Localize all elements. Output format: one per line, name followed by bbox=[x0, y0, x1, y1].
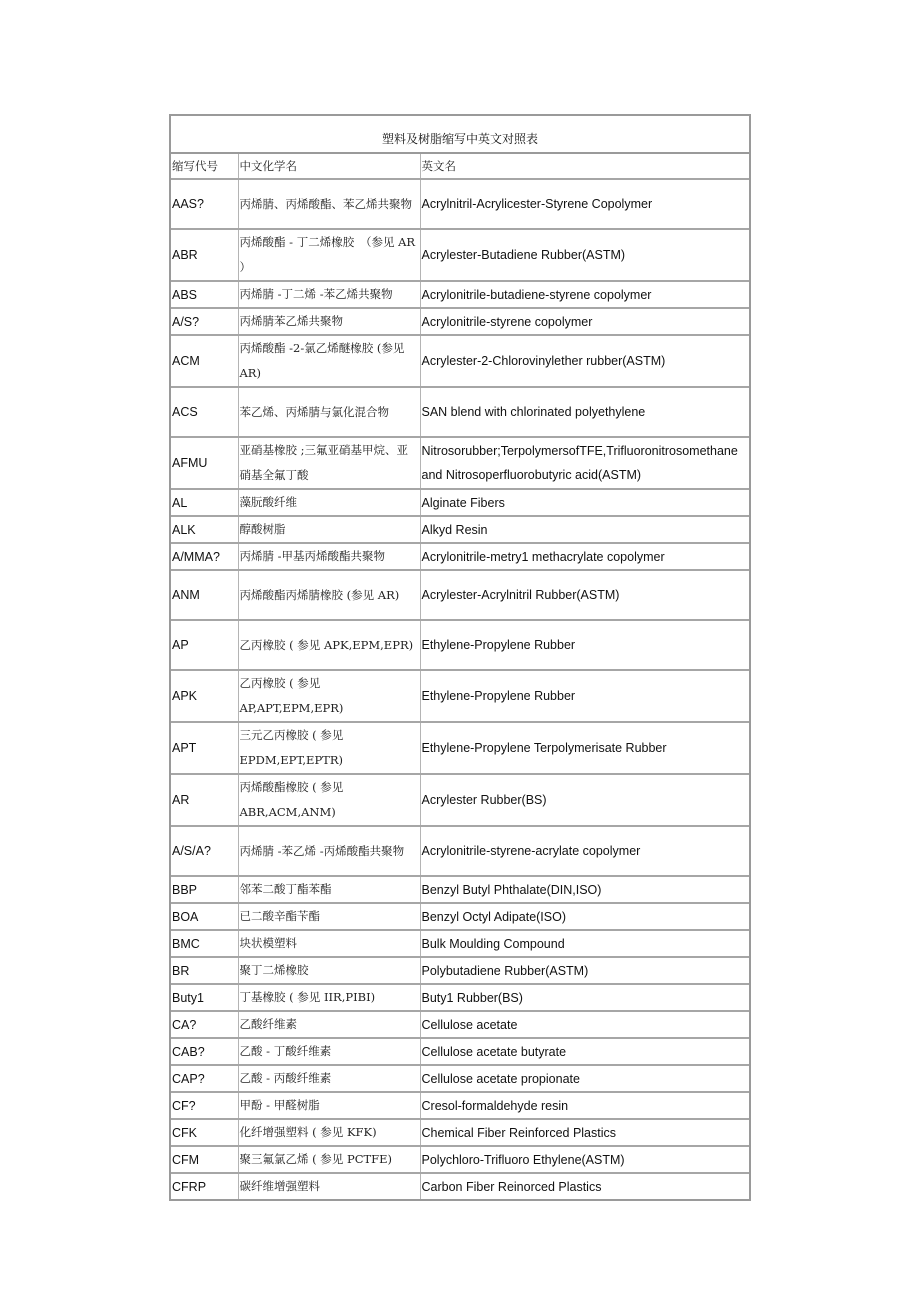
header-chinese-name: 中文化学名 bbox=[238, 154, 420, 179]
chinese-name-cell: 丙烯酸酯橡胶 ( 参见 ABR,ACM,ANM) bbox=[238, 774, 420, 826]
table-row bbox=[171, 281, 749, 308]
chinese-name-cell: 碳纤维增强塑料 bbox=[238, 1173, 420, 1199]
table-row bbox=[171, 1011, 749, 1038]
english-name-cell: Polybutadiene Rubber(ASTM) bbox=[420, 957, 749, 984]
english-name-cell: Acrylonitrile-styrene copolymer bbox=[420, 308, 749, 335]
chinese-name-cell: 聚三氟氯乙烯 ( 参见 PCTFE) bbox=[238, 1146, 420, 1173]
table-row bbox=[171, 308, 749, 335]
english-name-cell: Chemical Fiber Reinforced Plastics bbox=[420, 1119, 749, 1146]
english-name-cell: Acrylester Rubber(BS) bbox=[420, 774, 749, 826]
table-row bbox=[171, 620, 749, 670]
chinese-name-cell: 甲酚 - 甲醛树脂 bbox=[238, 1092, 420, 1119]
abbr-cell: AR bbox=[171, 774, 238, 826]
english-name-cell: Acrylester-Butadiene Rubber(ASTM) bbox=[420, 229, 749, 281]
chinese-name-cell: 丙烯腈苯乙烯共聚物 bbox=[238, 308, 420, 335]
english-name-cell: Acrylonitrile-styrene-acrylate copolymer bbox=[420, 826, 749, 876]
abbr-cell: CAP? bbox=[171, 1065, 238, 1092]
table-row bbox=[171, 1038, 749, 1065]
chinese-name-cell: 乙丙橡胶 ( 参见 APK,EPM,EPR) bbox=[238, 620, 420, 670]
table-row bbox=[171, 903, 749, 930]
abbr-cell: APK bbox=[171, 670, 238, 722]
english-name-cell: Ethylene-Propylene Rubber bbox=[420, 670, 749, 722]
table-row bbox=[171, 826, 749, 876]
table-row bbox=[171, 774, 749, 826]
english-name-cell: Cellulose acetate bbox=[420, 1011, 749, 1038]
abbr-cell: AP bbox=[171, 620, 238, 670]
chinese-name-cell: 苯乙烯、丙烯腈与氯化混合物 bbox=[238, 387, 420, 437]
english-name-cell: SAN blend with chlorinated polyethylene bbox=[420, 387, 749, 437]
abbr-cell: APT bbox=[171, 722, 238, 774]
chinese-name-cell: 丙烯腈 -苯乙烯 -丙烯酸酯共聚物 bbox=[238, 826, 420, 876]
table-row bbox=[171, 489, 749, 516]
chinese-name-cell: 丙烯酸酯 - 丁二烯橡胶 （参见 AR ） bbox=[238, 229, 420, 281]
abbr-cell: Buty1 bbox=[171, 984, 238, 1011]
table-row bbox=[171, 570, 749, 620]
abbr-cell: ABS bbox=[171, 281, 238, 308]
abbr-cell: CAB? bbox=[171, 1038, 238, 1065]
abbr-cell: CF? bbox=[171, 1092, 238, 1119]
chinese-name-cell: 藻朊酸纤维 bbox=[238, 489, 420, 516]
abbr-cell: ACS bbox=[171, 387, 238, 437]
table-row bbox=[171, 876, 749, 903]
chinese-name-cell: 丙烯腈、丙烯酸酯、苯乙烯共聚物 bbox=[238, 179, 420, 229]
table-row bbox=[171, 387, 749, 437]
english-name-cell: Ethylene-Propylene Rubber bbox=[420, 620, 749, 670]
abbreviation-document bbox=[169, 114, 751, 1201]
document-title: 塑料及树脂缩写中英文对照表 bbox=[171, 116, 749, 154]
chinese-name-cell: 乙丙橡胶 ( 参见 AP,APT,EPM,EPR) bbox=[238, 670, 420, 722]
english-name-cell: Acrylonitrile-metry1 methacrylate copolymer bbox=[420, 543, 749, 570]
abbr-cell: A/S? bbox=[171, 308, 238, 335]
chinese-name-cell: 丙烯腈 -甲基丙烯酸酯共聚物 bbox=[238, 543, 420, 570]
abbr-cell: AAS? bbox=[171, 179, 238, 229]
english-name-cell: Buty1 Rubber(BS) bbox=[420, 984, 749, 1011]
chinese-name-cell: 丙烯酸酯 -2-氯乙烯醚橡胶 (参见 AR) bbox=[238, 335, 420, 387]
chinese-name-cell: 丁基橡胶 ( 参见 IIR,PIBI) bbox=[238, 984, 420, 1011]
english-name-cell: Benzyl Octyl Adipate(ISO) bbox=[420, 903, 749, 930]
table-row bbox=[171, 957, 749, 984]
english-name-cell: Carbon Fiber Reinorced Plastics bbox=[420, 1173, 749, 1199]
table-header-row bbox=[171, 154, 749, 179]
abbreviation-table bbox=[171, 154, 749, 1199]
table-row bbox=[171, 984, 749, 1011]
english-name-cell: Cresol-formaldehyde resin bbox=[420, 1092, 749, 1119]
abbr-cell: ABR bbox=[171, 229, 238, 281]
chinese-name-cell: 亚硝基橡胶 ;三氟亚硝基甲烷、亚硝基全氟丁酸 bbox=[238, 437, 420, 489]
table-row bbox=[171, 722, 749, 774]
abbr-cell: CFRP bbox=[172, 1179, 207, 1194]
english-name-cell: Acrylonitrile-butadiene-styrene copolymer bbox=[420, 281, 749, 308]
chinese-name-cell: 三元乙丙橡胶 ( 参见 EPDM,EPT,EPTR) bbox=[238, 722, 420, 774]
table-row bbox=[171, 229, 749, 281]
chinese-name-cell: 邻苯二酸丁酯苯酯 bbox=[238, 876, 420, 903]
table-row bbox=[171, 1092, 749, 1119]
english-name-cell: Ethylene-Propylene Terpolymerisate Rubber bbox=[420, 722, 749, 774]
table-row bbox=[171, 1146, 749, 1173]
english-name-cell: Bulk Moulding Compound bbox=[420, 930, 749, 957]
header-english-name: 英文名 bbox=[420, 154, 749, 179]
abbr-cell: BOA bbox=[171, 903, 238, 930]
english-name-cell: Cellulose acetate propionate bbox=[420, 1065, 749, 1092]
chinese-name-cell: 丙烯酸酯丙烯腈橡胶 (参见 AR) bbox=[238, 570, 420, 620]
table-row bbox=[171, 1065, 749, 1092]
abbr-cell: BMC bbox=[171, 930, 238, 957]
english-name-cell: Acrylester-2-Chlorovinylether rubber(ASTM) bbox=[420, 335, 749, 387]
english-name-cell: Alginate Fibers bbox=[420, 489, 749, 516]
table-row bbox=[171, 1119, 749, 1146]
header-abbr: 缩写代号 bbox=[171, 154, 238, 179]
english-name-cell: Alkyd Resin bbox=[420, 516, 749, 543]
abbr-cell: CFK bbox=[171, 1119, 238, 1146]
chinese-name-cell: 块状模塑料 bbox=[238, 930, 420, 957]
table-row bbox=[171, 179, 749, 229]
table-row bbox=[171, 930, 749, 957]
abbr-cell: ALK bbox=[171, 516, 238, 543]
english-name-cell: Acrylester-Acrylnitril Rubber(ASTM) bbox=[420, 570, 749, 620]
english-name-cell: Benzyl Butyl Phthalate(DIN,ISO) bbox=[420, 876, 749, 903]
table-row bbox=[171, 516, 749, 543]
abbr-cell: AL bbox=[171, 489, 238, 516]
abbr-cell: CFM bbox=[171, 1146, 238, 1173]
table-row bbox=[171, 437, 749, 489]
abbr-cell: A/S/A? bbox=[171, 826, 238, 876]
chinese-name-cell: 丙烯腈 -丁二烯 -苯乙烯共聚物 bbox=[238, 281, 420, 308]
chinese-name-cell: 乙酸纤维素 bbox=[238, 1011, 420, 1038]
table-row bbox=[171, 335, 749, 387]
abbr-cell: ACM bbox=[171, 335, 238, 387]
english-name-cell: Cellulose acetate butyrate bbox=[420, 1038, 749, 1065]
chinese-name-cell: 醇酸树脂 bbox=[238, 516, 420, 543]
chinese-name-cell: 乙酸 - 丙酸纤维素 bbox=[238, 1065, 420, 1092]
table-row bbox=[171, 543, 749, 570]
chinese-name-cell: 已二酸辛酯苄酯 bbox=[238, 903, 420, 930]
english-name-cell: Acrylnitril-Acrylicester-Styrene Copolymer bbox=[420, 179, 749, 229]
abbr-cell: ANM bbox=[171, 570, 238, 620]
abbr-cell: BBP bbox=[171, 876, 238, 903]
abbr-cell: CA? bbox=[171, 1011, 238, 1038]
english-name-cell: Polychloro-Trifluoro Ethylene(ASTM) bbox=[420, 1146, 749, 1173]
abbr-cell: AFMU bbox=[171, 437, 238, 489]
abbr-cell: A/MMA? bbox=[171, 543, 238, 570]
english-name-cell: Nitrosorubber;TerpolymersofTFE,Trifluoronitrosomethane and Nitrosoperfluorobutyric acid(ASTM) bbox=[420, 437, 749, 489]
chinese-name-cell: 化纤增强塑料 ( 参见 KFK) bbox=[238, 1119, 420, 1146]
abbr-cell: BR bbox=[171, 957, 238, 984]
chinese-name-cell: 乙酸 - 丁酸纤维素 bbox=[238, 1038, 420, 1065]
table-row bbox=[171, 670, 749, 722]
chinese-name-cell: 聚丁二烯橡胶 bbox=[238, 957, 420, 984]
table-row bbox=[171, 1173, 749, 1199]
